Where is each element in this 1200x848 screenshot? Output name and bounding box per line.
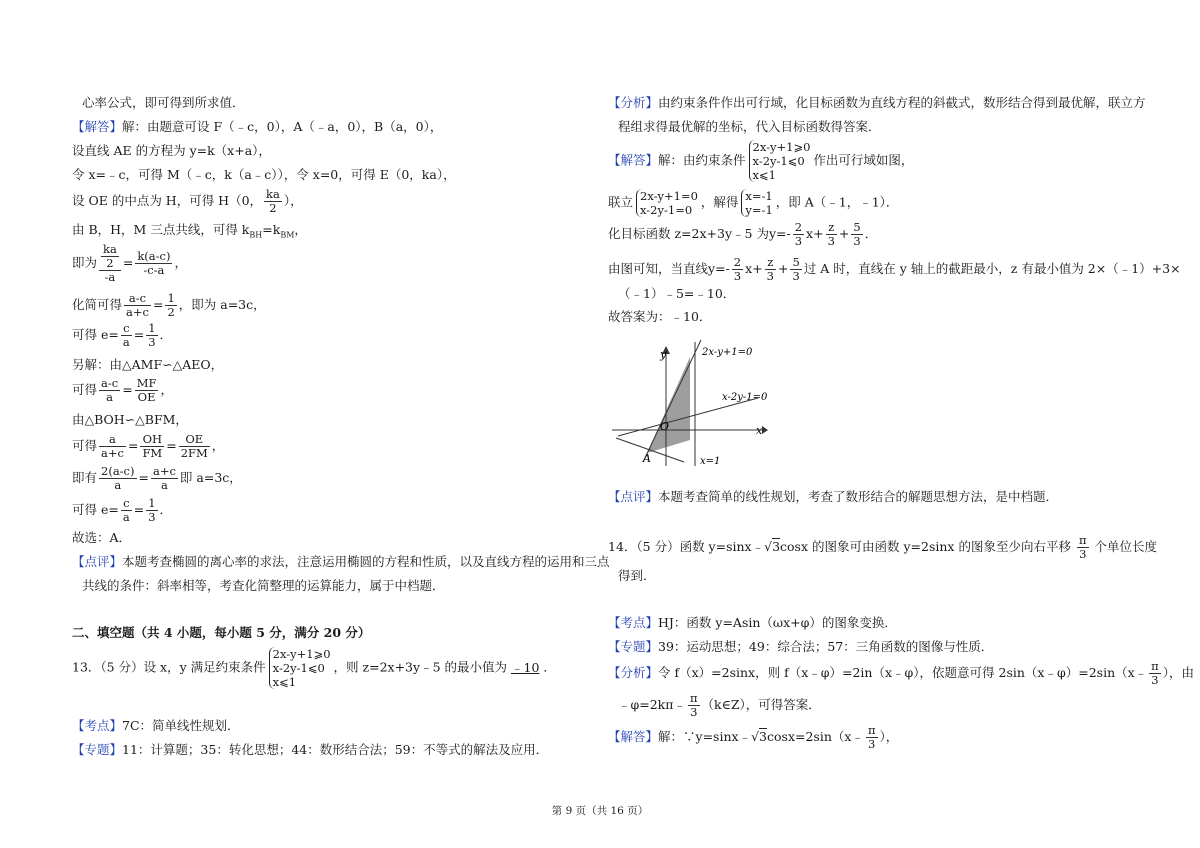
page-footer: 第 9 页（共 16 页）	[551, 805, 649, 817]
comment-line: 【点评】本题考查简单的线性规划，考查了数形结合的解题思想方法，是中档题．	[608, 489, 1059, 504]
question-14: 14．（5 分）函数 y=sinx﹣√3cosx 的图象可由函数 y=2sinx 的图象至少向右平移 $\frac{\pi}{3}$ 个单位长度	[608, 533, 1158, 561]
text-line: 设 OE 的中点为 H，可得 H（0， $\frac{ka}{2}$ ），	[72, 187, 303, 215]
label-point-a: A	[643, 452, 651, 465]
text-line: 心率公式，即可得到所求值．	[82, 95, 245, 110]
solution-line: 【解答】解：由约束条件 2x-y+1⩾0 x-2y-1⩽0 x⩽1 作出可行域如图，	[608, 140, 914, 182]
section-heading: 二、填空题（共 4 小题，每小题 5 分，满分 20 分）	[72, 625, 371, 640]
comment-line: 【点评】本题考查椭圆的离心率的求法，注意运用椭圆的方程和性质，以及直线方程的运用和三点	[72, 554, 610, 569]
answer-blank: $\frac{\pi}{3}$	[1078, 533, 1087, 561]
equation-line: 联立 2x-y+1=0 x-2y-1=0 ，解得 x=-1 y=-1 ，即 A（﹣1，﹣1）．	[608, 189, 899, 217]
text-line: 故答案为：﹣10．	[608, 309, 712, 324]
text-line: 共线的条件：斜率相等，考查化简整理的运算能力，属于中档题．	[82, 578, 445, 593]
equation-line: 即有 $\frac{2(a-c)}{a}$ = $\frac{a+c}{a}$ 即 a=3c，	[72, 464, 242, 492]
label-origin: O	[660, 420, 670, 433]
constraint-system: 2x-y+1⩾0 x-2y-1⩽0 x⩽1	[269, 647, 331, 689]
left-column	[72, 0, 612, 848]
question-13: 13．（5 分）设 x，y 满足约束条件 2x-y+1⩾0 x-2y-1⩽0 x⩽1 ，则 z=2x+3y﹣5 的最小值为 ﹣10 ．	[72, 647, 556, 689]
label-line-2: x-2y-1=0	[722, 392, 768, 403]
comment-tag: 【点评】	[72, 554, 123, 569]
feasible-region-graph	[608, 338, 768, 468]
equation-line: 即为 $\frac{\frac{ka}{2}}{-a}$ = $\frac{k(a-c)}{-c-a}$ ，	[72, 242, 187, 284]
text-line: 由 B，H，M 三点共线，可得 $k_{BH}=k_{BM}$，	[72, 222, 307, 240]
text-line: 程组求得最优解的坐标，代入目标函数得答案．	[618, 119, 881, 134]
right-column	[608, 0, 1194, 848]
text-line: 由△BOH∽△BFM，	[72, 412, 188, 427]
fraction: $\frac{ka}{2}$	[266, 187, 280, 215]
equation-line: 可得 e= $\frac{c}{a}$ = $\frac{1}{3}$ ．	[72, 321, 173, 349]
topic-line: 【专题】11：计算题；35：转化思想；44：数形结合法；59：不等式的解法及应用．	[72, 742, 549, 757]
text-line: （﹣1）﹣5=﹣10．	[618, 286, 736, 301]
equation-line: 可得 $\frac{a}{a+c}$ = $\frac{OH}{FM}$ = $\frac{OE}{2FM}$ ，	[72, 432, 225, 460]
label-line-1: 2x-y+1=0	[702, 347, 753, 358]
equation-line: 可得 e= $\frac{c}{a}$ = $\frac{1}{3}$ ．	[72, 496, 173, 524]
answer-tag: 【解答】	[72, 119, 123, 134]
analysis-line: 【分析】由约束条件作出可行域，化目标函数为直线方程的斜截式，数形结合得到最优解，联立方	[608, 95, 1146, 110]
solution-line: 【解答】解：由题意可设 F（﹣c，0），A（﹣a，0），B（a，0），	[72, 119, 443, 134]
equation-line: ﹣φ=2kπ﹣ $\frac{\pi}{3}$ （k∈Z），可得答案．	[618, 691, 821, 719]
analysis-line: 【分析】令 f（x）=2sinx，则 f（x﹣φ）=2in（x﹣φ），依题意可得 2sin（x﹣φ）=2sin（x﹣ $\frac{\pi}{3}$ ），由	[608, 659, 1194, 687]
fraction: $\frac{\frac{ka}{2}}{-a}$	[99, 243, 121, 284]
text-line: 得到．	[618, 568, 656, 583]
label-line-3: x=1	[700, 456, 721, 467]
fraction: $\frac{k(a-c)}{-c-a}$	[137, 249, 171, 277]
knowledge-point: 【考点】7C：简单线性规划．	[72, 718, 240, 733]
label-y: y	[660, 348, 667, 361]
equation-line: 化目标函数 z=2x+3y﹣5 为y=- $\frac{2}{3}$ x+ $\frac{z}{3}$ + $\frac{5}{3}$ ．	[608, 220, 878, 248]
text-line: 故选：A．	[72, 530, 132, 545]
text-line: 令 x=﹣c，可得 M（﹣c，k（a﹣c）），令 x=0，可得 E（0，ka），	[72, 167, 456, 182]
equation-line: 可得 $\frac{a-c}{a}$ = $\frac{MF}{OE}$ ，	[72, 376, 173, 404]
x-axis-arrow	[762, 426, 768, 434]
feasible-region	[647, 357, 690, 453]
text-line: 设直线 AE 的方程为 y=k（x+a），	[72, 143, 271, 158]
solution-line: 【解答】解：∵y=sinx﹣√3cosx=2sin（x﹣ $\frac{\pi}{3}$ ），	[608, 723, 899, 751]
equation-line: 由图可知，当直线y=- $\frac{2}{3}$ x+ $\frac{z}{3}$ + $\frac{5}{3}$ 过 A 时，直线在 y 轴上的截距最小，z 有最小值为 2×（﹣1）+3×	[608, 255, 1181, 283]
label-x: x	[756, 424, 763, 437]
topic-line: 【专题】39：运动思想；49：综合法；57：三角函数的图像与性质．	[608, 639, 994, 654]
text-line: 另解：由△AMF∽△AEO，	[72, 357, 224, 372]
equation-line: 化简可得 $\frac{a-c}{a+c}$ = $\frac{1}{2}$ ，即为 a=3c，	[72, 291, 266, 319]
knowledge-point: 【考点】HJ：函数 y=Asin（ωx+φ）的图象变换．	[608, 615, 897, 630]
answer-blank: ﹣10	[511, 659, 540, 675]
